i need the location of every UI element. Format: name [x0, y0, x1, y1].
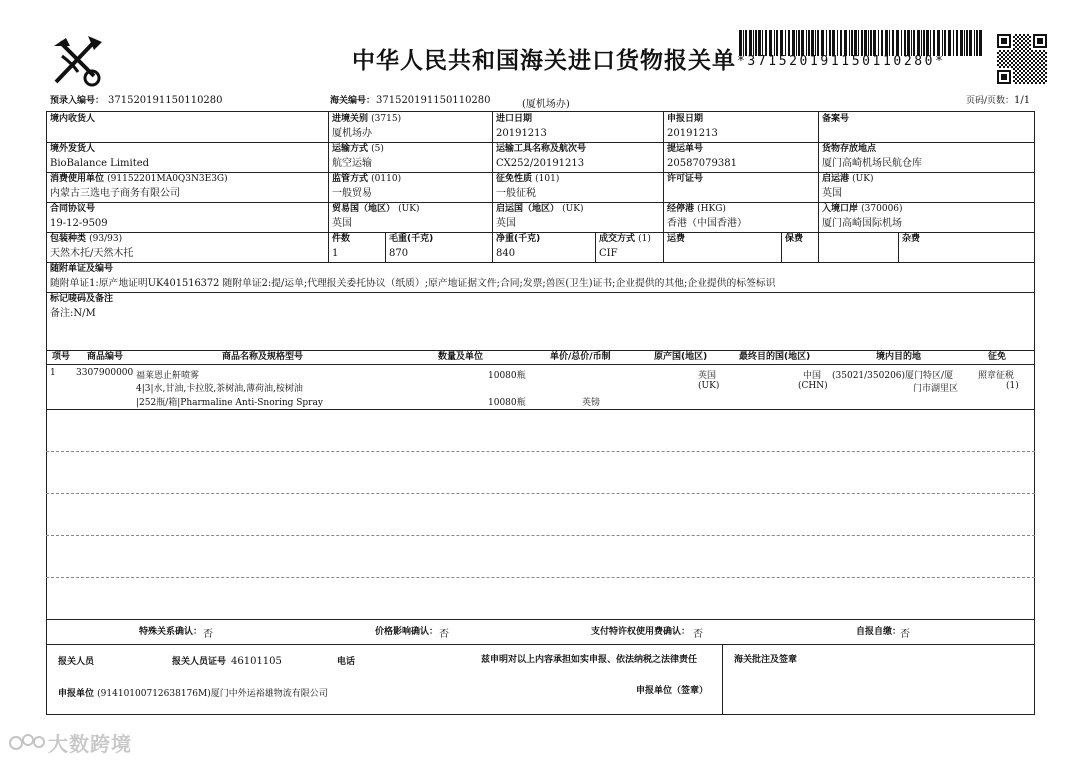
gross-label: 毛重(千克): [389, 234, 434, 244]
qr-code: [997, 34, 1047, 84]
packing-value: 天然木托/天然木托: [50, 248, 134, 259]
barcode: [737, 30, 985, 56]
entry-port-label: 入境口岸 (370006): [822, 204, 903, 214]
trade-country-label: 贸易国（地区） (UK): [332, 204, 420, 214]
row-divider: [46, 493, 1035, 494]
docs-label: 随附单证及编号: [50, 264, 114, 274]
customs-note-label: 海关批注及签章: [734, 655, 798, 665]
marks-value: 备注:N/M: [50, 308, 96, 319]
agent-cert-label: 报关人员证号: [172, 657, 227, 667]
office: (厦机场办): [522, 99, 570, 110]
pre-entry-no: 371520191150110280: [108, 95, 223, 106]
price-impact-label: 价格影响确认：: [375, 627, 439, 637]
declare-date-label: 申报日期: [667, 114, 704, 124]
supervision-label: 监管方式 (0110): [332, 174, 402, 184]
license-label: 许可证号: [667, 174, 704, 184]
phone-label: 电话: [337, 657, 356, 667]
marks-label: 标记唛码及备注: [50, 294, 114, 304]
supervision-value: 一般贸易: [332, 188, 372, 199]
agent-label: 报关人员: [58, 657, 95, 667]
barcode-text: *371520191150110280*: [737, 54, 946, 69]
vessel-value: CX252/20191213: [496, 158, 585, 169]
trade-country-value: 英国: [332, 218, 352, 229]
storage-label: 货物存放地点: [822, 144, 877, 154]
deal-value: CIF: [599, 248, 618, 259]
port-label: 进境关别 (3715): [332, 114, 402, 124]
goods-item-domestic-2: 门市湖里区: [913, 384, 959, 394]
goods-item-no: 1: [50, 368, 56, 378]
import-date-label: 进口日期: [496, 114, 533, 124]
shipper-value: BioBalance Limited: [50, 158, 150, 169]
user-label: 消费使用单位 (91152201MA0Q3N3E3G): [50, 174, 228, 184]
vessel-label: 运输工具名称及航次号: [496, 144, 587, 154]
goods-item-code: 3307900000: [76, 368, 134, 378]
gross-value: 870: [389, 248, 409, 259]
page-number: 1/1: [1014, 95, 1031, 106]
seal-label: 申报单位（签章）: [636, 686, 709, 696]
shipper-label: 境外发货人: [50, 144, 96, 154]
freight-label: 运费: [667, 234, 686, 244]
pieces-value: 1: [332, 248, 339, 259]
goods-item-domestic: (35021/350206)厦门特区/厦: [832, 371, 954, 381]
price-impact-value: 否: [439, 629, 449, 640]
origin-country-value: 英国: [496, 218, 516, 229]
net-value: 840: [496, 248, 516, 259]
insurance-label: 保费: [785, 234, 804, 244]
bl-value: 20587079381: [667, 158, 737, 169]
levy-nature-label: 征免性质 (101): [496, 174, 560, 184]
goods-col-name: 商品名称及规格型号: [222, 352, 304, 362]
goods-col-qty: 数量及单位: [438, 352, 484, 362]
row-divider: [46, 535, 1035, 536]
customs-emblem: [48, 32, 106, 90]
contract-label: 合同协议号: [50, 204, 96, 214]
bl-label: 提运单号: [667, 144, 704, 154]
goods-item-currency: 英镑: [582, 398, 601, 408]
goods-item-dest: 中国: [803, 371, 822, 381]
import-date-value: 20191213: [496, 128, 547, 139]
goods-item-origin-code: (UK): [698, 381, 720, 391]
goods-col-domestic: 境内目的地: [876, 352, 922, 362]
goods-item-spec-2: |252瓶/箱|Pharmaline Anti-Snoring Spray: [136, 398, 323, 408]
watermark-logo-icon: [8, 731, 48, 755]
entry-port-value: 厦门高崎国际机场: [822, 218, 902, 229]
port-value: 厦机场办: [332, 128, 372, 139]
transit-value: 香港（中国香港）: [667, 218, 747, 229]
dep-port-label: 启运港 (UK): [822, 174, 874, 184]
goods-item-qty-2: 10080瓶: [488, 398, 526, 408]
statement: 兹申明对以上内容承担如实申报、依法纳税之法律责任: [481, 655, 698, 665]
goods-col-no: 项号: [52, 352, 71, 362]
levy-nature-value: 一般征税: [496, 188, 536, 199]
transport-value: 航空运输: [332, 158, 372, 169]
pieces-label: 件数: [332, 234, 351, 244]
goods-item-name: 福莱恩止鼾喷雾: [136, 371, 200, 381]
goods-item-levy: 照章征税: [978, 371, 1015, 381]
page-title: 中华人民共和国海关进口货物报关单: [352, 48, 736, 74]
docs-value: 随附单证1:原产地证明UK401516372 随附单证2:提/运单;代理报关委托协议（纸质）;原产地证据文件;合同;发票;兽医(卫生)证书;企业提供的其他;企业提供的标签标识: [50, 278, 776, 289]
net-label: 净重(千克): [496, 234, 541, 244]
watermark: [8, 728, 132, 757]
declarant-label: 申报单位 (91410100712638176M)厦门中外运裕雄物流有限公司: [58, 689, 328, 699]
goods-col-code: 商品编号: [87, 352, 124, 362]
row-divider: [46, 451, 1035, 452]
special-relation-label: 特殊关系确认：: [139, 627, 203, 637]
dep-port-value: 英国: [822, 188, 842, 199]
customs-no-label: 海关编号：: [330, 96, 376, 106]
deal-label: 成交方式 (1): [599, 234, 651, 244]
royalty-value: 否: [693, 629, 703, 640]
goods-col-price: 单价/总价/币制: [550, 352, 611, 362]
pre-entry-label: 预录入编号：: [50, 96, 105, 106]
misc-fee-label: 杂费: [902, 234, 921, 244]
self-pay-value: 否: [900, 629, 910, 640]
agent-cert-value: 46101105: [231, 656, 282, 667]
goods-col-dest: 最终目的国(地区): [739, 352, 811, 362]
watermark-text: 大数跨境: [48, 732, 132, 756]
origin-country-label: 启运国（地区） (UK): [496, 204, 584, 214]
record-label: 备案号: [822, 114, 850, 124]
goods-col-origin: 原产国(地区): [654, 352, 708, 362]
goods-item-spec: 4|3|水,甘油,卡拉胶,茶树油,薄荷油,桉树油: [136, 384, 303, 394]
goods-item-levy-code: (1): [1006, 381, 1019, 391]
special-relation-value: 否: [203, 629, 213, 640]
consignee-label: 境内收货人: [50, 114, 96, 124]
storage-value: 厦门高崎机场民航仓库: [822, 158, 922, 169]
page-label: 页码/页数：: [966, 96, 1015, 106]
user-value: 内蒙古三选电子商务有限公司: [50, 188, 180, 199]
contract-value: 19-12-9509: [50, 218, 108, 229]
declare-date-value: 20191213: [667, 128, 718, 139]
goods-col-levy: 征免: [988, 352, 1007, 362]
row-divider: [46, 577, 1035, 578]
packing-label: 包装种类 (93/93): [50, 234, 123, 244]
customs-no: 371520191150110280: [376, 95, 491, 106]
goods-item-origin: 英国: [698, 371, 717, 381]
transit-label: 经停港 (HKG): [667, 204, 726, 214]
royalty-label: 支付特许权使用费确认：: [591, 627, 691, 637]
transport-label: 运输方式 (5): [332, 144, 384, 154]
self-pay-label: 自报自缴：: [856, 627, 902, 637]
goods-item-qty: 10080瓶: [488, 371, 526, 381]
goods-item-dest-code: (CHN): [798, 381, 828, 391]
